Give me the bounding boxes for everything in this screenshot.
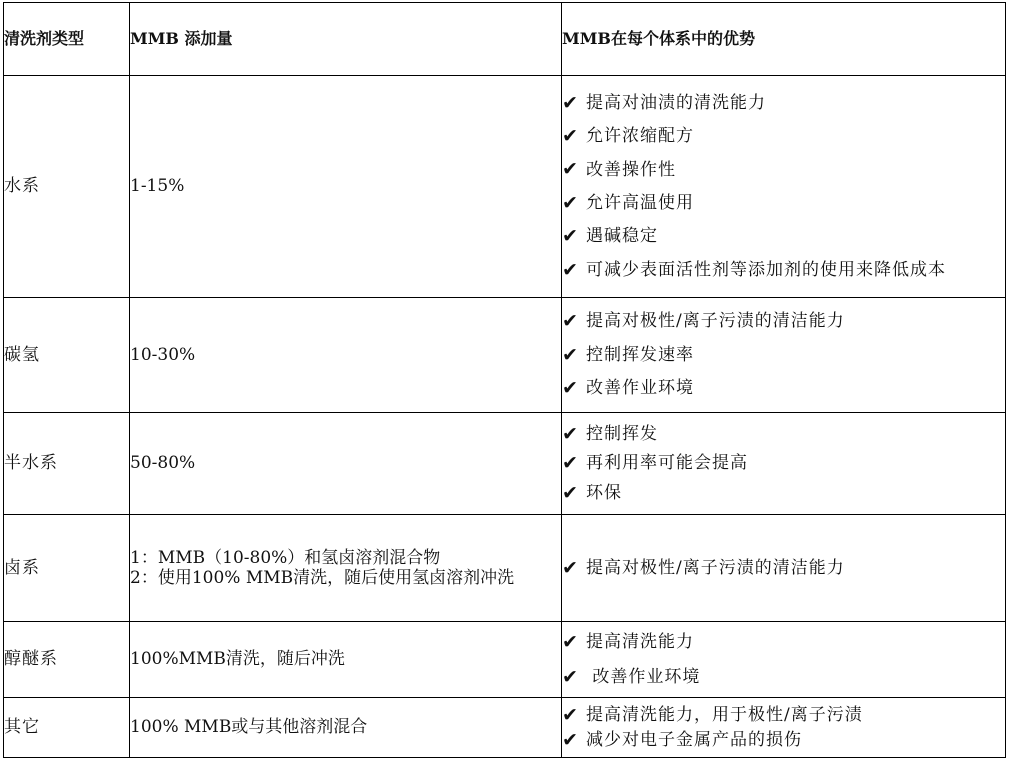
check-icon: ✔ xyxy=(562,191,578,214)
table-row xyxy=(4,515,1006,622)
check-icon: ✔ xyxy=(562,377,578,400)
check-icon: ✔ xyxy=(562,158,578,181)
benefit-item: ✔ 提高对油渍的清洗能力 xyxy=(562,91,766,114)
benefit-item: ✔ 减少对电子金属产品的损伤 xyxy=(562,728,802,751)
mmb-table xyxy=(3,2,1006,758)
header-benefits: MMB在每个体系中的优势 xyxy=(562,3,1006,76)
benefit-item: ✔ 改善作业环境 xyxy=(562,665,701,688)
header-row xyxy=(4,3,1006,76)
row-benefits xyxy=(562,622,1006,698)
row-amount: 100% MMB或与其他溶剂混合 xyxy=(130,698,562,758)
table-row xyxy=(4,413,1006,515)
benefit-item: ✔ 允许浓缩配方 xyxy=(562,124,694,147)
benefit-item: ✔ 提高对极性/离子污渍的清洁能力 xyxy=(562,310,845,332)
check-icon: ✔ xyxy=(562,630,578,653)
row-benefits xyxy=(562,515,1006,622)
row-benefits xyxy=(562,76,1006,298)
benefit-item: ✔ 控制挥发速率 xyxy=(562,343,694,366)
benefit-item: ✔ 改善作业环境 xyxy=(562,377,694,400)
amount-line: 2：使用100% MMB清洗，随后使用氢卤溶剂冲洗 xyxy=(130,568,515,588)
check-icon: ✔ xyxy=(562,452,578,475)
benefit-item: ✔ 提高清洗能力，用于极性/离子污渍 xyxy=(562,703,863,726)
row-amount: 100%MMB清洗，随后冲洗 xyxy=(130,622,562,698)
table-row xyxy=(4,698,1006,758)
row-amount: 1-15% xyxy=(130,76,562,298)
row-type: 其它 xyxy=(4,698,130,758)
row-amount: 10-30% xyxy=(130,298,562,413)
check-icon: ✔ xyxy=(562,703,578,726)
benefit-item: ✔ 提高对极性/离子污渍的清洁能力 xyxy=(562,556,845,579)
check-icon: ✔ xyxy=(562,728,578,751)
row-benefits xyxy=(562,298,1006,413)
row-amount: 50-80% xyxy=(130,413,562,515)
check-icon: ✔ xyxy=(562,665,578,688)
benefit-item: ✔ 提高清洗能力 xyxy=(562,630,694,653)
row-amount xyxy=(130,515,562,622)
benefit-item: ✔ 可减少表面活性剂等添加剂的使用来降低成本 xyxy=(562,258,946,281)
row-benefits xyxy=(562,698,1006,758)
check-icon: ✔ xyxy=(562,556,578,579)
check-icon: ✔ xyxy=(562,481,578,504)
check-icon: ✔ xyxy=(562,422,578,445)
row-benefits xyxy=(562,413,1006,515)
check-icon: ✔ xyxy=(562,225,578,248)
table-row xyxy=(4,298,1006,413)
header-amount: MMB 添加量 xyxy=(130,3,562,76)
row-type: 碳氢 xyxy=(4,298,130,413)
table-row xyxy=(4,76,1006,298)
row-type: 半水系 xyxy=(4,413,130,515)
row-type: 醇醚系 xyxy=(4,622,130,698)
benefit-item: ✔ 控制挥发 xyxy=(562,422,658,445)
benefit-item: ✔ 遇碱稳定 xyxy=(562,225,658,248)
table-row xyxy=(4,622,1006,698)
check-icon: ✔ xyxy=(562,343,578,366)
row-type: 水系 xyxy=(4,76,130,298)
row-type: 卤系 xyxy=(4,515,130,622)
benefit-item: ✔ 环保 xyxy=(562,481,622,504)
benefit-item: ✔ 再利用率可能会提高 xyxy=(562,452,748,475)
check-icon: ✔ xyxy=(562,124,578,147)
check-icon: ✔ xyxy=(562,258,578,281)
check-icon: ✔ xyxy=(562,310,578,332)
header-type: 清洗剂类型 xyxy=(4,3,130,76)
benefit-item: ✔ 改善操作性 xyxy=(562,158,676,181)
benefit-item: ✔ 允许高温使用 xyxy=(562,191,694,214)
check-icon: ✔ xyxy=(562,91,578,114)
amount-line: 1：MMB（10-80%）和氢卤溶剂混合物 xyxy=(130,547,441,568)
